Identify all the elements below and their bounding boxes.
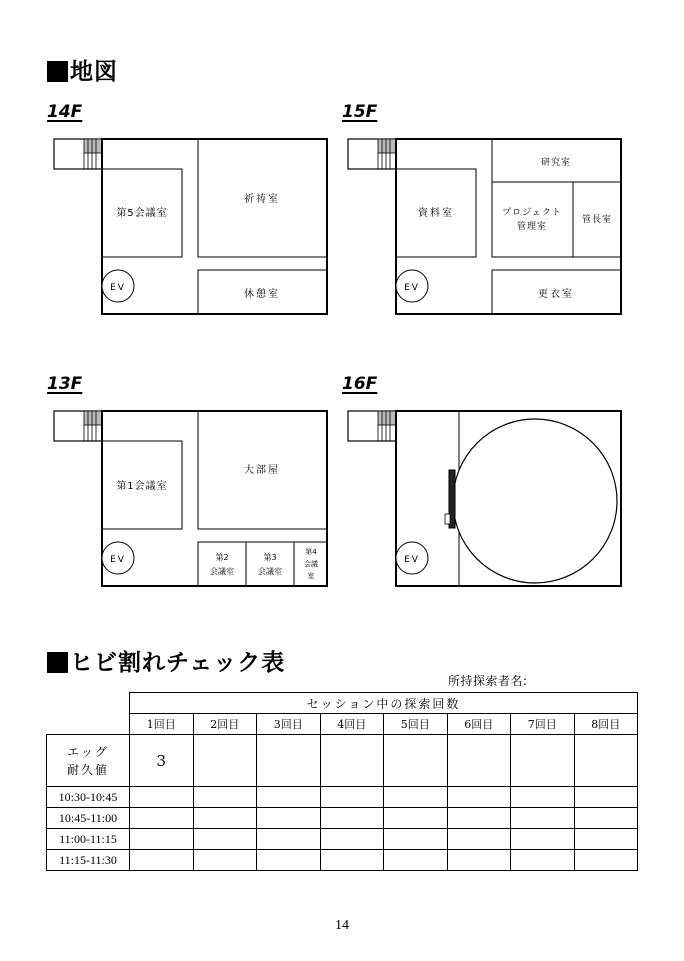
- time-slot-label: 11:15-11:30: [47, 850, 130, 871]
- floor-label-16f: 16F: [342, 374, 378, 394]
- floor-label-14f: 14F: [47, 102, 83, 122]
- elevator-label: EV: [110, 555, 126, 565]
- room-label: 休憩室: [244, 289, 280, 300]
- check-cell[interactable]: [130, 808, 194, 829]
- floor-13f-map: [54, 411, 327, 586]
- check-cell[interactable]: [574, 829, 638, 850]
- room-label: 第1会議室: [116, 481, 168, 492]
- room-label: 研究室: [540, 158, 572, 168]
- page-number: 14: [335, 918, 349, 933]
- round-header: 3回目: [257, 714, 321, 735]
- check-cell[interactable]: [384, 829, 448, 850]
- egg-value-cell[interactable]: 3: [130, 735, 194, 787]
- room-label: 会議: [304, 560, 318, 568]
- table-round-row: [47, 714, 638, 735]
- time-slot-label: 10:45-11:00: [47, 808, 130, 829]
- time-row: [47, 829, 638, 850]
- check-cell[interactable]: [447, 808, 511, 829]
- check-cell[interactable]: [574, 850, 638, 871]
- check-cell[interactable]: [257, 829, 321, 850]
- check-cell[interactable]: [320, 850, 384, 871]
- check-cell[interactable]: [574, 808, 638, 829]
- egg-value-cell[interactable]: [447, 735, 511, 787]
- check-cell[interactable]: [384, 787, 448, 808]
- round-header: 7回目: [511, 714, 575, 735]
- check-cell[interactable]: [384, 850, 448, 871]
- check-cell[interactable]: [193, 850, 257, 871]
- time-row: [47, 808, 638, 829]
- room-label: 第4: [305, 548, 317, 556]
- session-header: セッション中の探索回数: [130, 693, 638, 714]
- floor-15f-map: [348, 139, 621, 314]
- check-cell[interactable]: [320, 829, 384, 850]
- time-slot-label: 11:00-11:15: [47, 829, 130, 850]
- check-cell[interactable]: [320, 808, 384, 829]
- room-label: 会議室: [210, 567, 234, 576]
- room-label: 管理室: [516, 222, 548, 232]
- egg-value-cell[interactable]: [511, 735, 575, 787]
- round-header: 2回目: [193, 714, 257, 735]
- round-header: 8回目: [574, 714, 638, 735]
- room-label: 管長室: [581, 215, 613, 225]
- elevator-label: EV: [404, 555, 420, 565]
- check-cell[interactable]: [193, 829, 257, 850]
- check-cell[interactable]: [574, 787, 638, 808]
- room-label: 第5会議室: [116, 208, 168, 219]
- check-cell[interactable]: [130, 787, 194, 808]
- elevator-label: EV: [404, 283, 420, 293]
- room-label: 第2: [215, 553, 229, 562]
- egg-value-cell[interactable]: [193, 735, 257, 787]
- elevator-label: EV: [110, 283, 126, 293]
- room-label: 資料室: [418, 208, 454, 219]
- check-cell[interactable]: [511, 808, 575, 829]
- check-cell[interactable]: [511, 787, 575, 808]
- map-heading: 地図: [47, 53, 118, 86]
- egg-value-cell[interactable]: [257, 735, 321, 787]
- room-label: 大部屋: [244, 465, 280, 476]
- room-label: 第3: [263, 553, 277, 562]
- egg-value-cell[interactable]: [384, 735, 448, 787]
- floor-label-15f: 15F: [342, 102, 378, 122]
- check-cell[interactable]: [130, 829, 194, 850]
- check-cell[interactable]: [257, 850, 321, 871]
- check-cell[interactable]: [193, 808, 257, 829]
- check-cell[interactable]: [257, 808, 321, 829]
- check-cell[interactable]: [130, 850, 194, 871]
- time-row: [47, 787, 638, 808]
- egg-durability-row: [47, 735, 638, 787]
- floor-16f-map: [348, 411, 621, 586]
- round-header: 4回目: [320, 714, 384, 735]
- check-cell[interactable]: [447, 829, 511, 850]
- black-square-icon: [47, 652, 68, 673]
- check-cell[interactable]: [511, 829, 575, 850]
- room-label: 室: [307, 572, 315, 580]
- searcher-name-label: 所持探索者名:: [448, 674, 528, 688]
- time-slot-label: 10:30-10:45: [47, 787, 130, 808]
- egg-durability-label: エッグ 耐久値: [47, 735, 130, 787]
- check-cell[interactable]: [193, 787, 257, 808]
- room-label: 祈祷室: [244, 194, 280, 205]
- floor-label-13f: 13F: [47, 374, 83, 394]
- check-cell[interactable]: [320, 787, 384, 808]
- floor-14f-map: [54, 139, 327, 314]
- crack-check-table: [46, 692, 638, 871]
- round-header: 1回目: [130, 714, 194, 735]
- check-cell[interactable]: [384, 808, 448, 829]
- room-label: プロジェクト: [502, 208, 562, 218]
- check-cell[interactable]: [447, 850, 511, 871]
- check-table-heading: ヒビ割れチェック表: [47, 644, 285, 677]
- table-header-row: [47, 693, 638, 714]
- egg-value-cell[interactable]: [320, 735, 384, 787]
- round-header: 5回目: [384, 714, 448, 735]
- room-label: 会議室: [258, 567, 282, 576]
- time-row: [47, 850, 638, 871]
- round-header: 6回目: [447, 714, 511, 735]
- check-cell[interactable]: [447, 787, 511, 808]
- check-cell[interactable]: [511, 850, 575, 871]
- room-label: 更衣室: [538, 289, 574, 300]
- egg-value-cell[interactable]: [574, 735, 638, 787]
- check-cell[interactable]: [257, 787, 321, 808]
